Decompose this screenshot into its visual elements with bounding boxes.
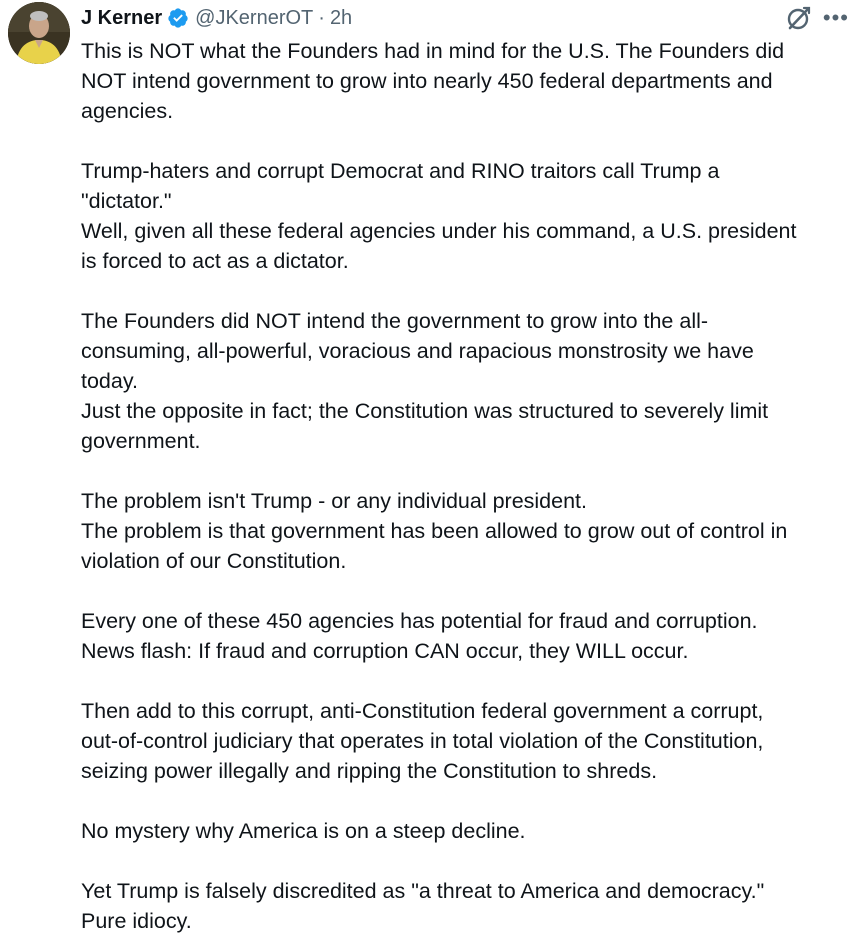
tweet-text-line: "dictator." bbox=[81, 189, 172, 213]
tweet-text-line: NOT intend government to grow into nearly 450 federal departments and bbox=[81, 69, 773, 93]
paragraph-gap bbox=[81, 846, 856, 876]
header-separator: · bbox=[318, 6, 325, 29]
more-options-icon[interactable]: ••• bbox=[822, 5, 849, 30]
avatar-photo-icon bbox=[8, 2, 70, 64]
author-handle[interactable]: @JKernerOT bbox=[195, 6, 314, 29]
tweet-text-line: Pure idiocy. bbox=[81, 909, 192, 933]
tweet-text-line: Every one of these 450 agencies has potential for fraud and corruption. bbox=[81, 609, 758, 633]
tweet-header bbox=[81, 4, 352, 32]
tweet-text bbox=[81, 36, 856, 936]
grok-icon[interactable] bbox=[785, 4, 813, 32]
tweet-text-line: violation of our Constitution. bbox=[81, 549, 347, 573]
tweet-text-line: Well, given all these federal agencies under his command, a U.S. president bbox=[81, 219, 797, 243]
tweet-text-line: consuming, all-powerful, voracious and rapacious monstrosity we have bbox=[81, 339, 754, 363]
tweet-top-actions bbox=[785, 4, 849, 32]
paragraph-gap bbox=[81, 576, 856, 606]
tweet-text-line: The problem isn't Trump - or any individual president. bbox=[81, 489, 588, 513]
verified-badge-icon bbox=[167, 7, 189, 29]
tweet-text-line: This is NOT what the Founders had in mind for the U.S. The Founders did bbox=[81, 39, 785, 63]
paragraph-gap bbox=[81, 276, 856, 306]
author-display-name[interactable]: J Kerner bbox=[81, 6, 163, 29]
tweet-text-line: The problem is that government has been allowed to grow out of control in bbox=[81, 519, 788, 543]
tweet-text-line: Then add to this corrupt, anti-Constitution federal government a corrupt, bbox=[81, 699, 764, 723]
tweet-text-line: News flash: If fraud and corruption CAN occur, they WILL occur. bbox=[81, 639, 689, 663]
tweet-text-line: seizing power illegally and ripping the Constitution to shreds. bbox=[81, 759, 658, 783]
paragraph-gap bbox=[81, 666, 856, 696]
tweet-text-line: Yet Trump is falsely discredited as "a threat to America and democracy." bbox=[81, 879, 765, 903]
tweet-text-line: today. bbox=[81, 369, 138, 393]
paragraph-gap bbox=[81, 126, 856, 156]
tweet-text-line: out-of-control judiciary that operates in total violation of the Constitution, bbox=[81, 729, 764, 753]
tweet-text-line: government. bbox=[81, 429, 201, 453]
tweet-text-line: Trump-haters and corrupt Democrat and RINO traitors call Trump a bbox=[81, 159, 720, 183]
tweet-text-line: The Founders did NOT intend the government to grow into the all- bbox=[81, 309, 709, 333]
tweet-text-line: Just the opposite in fact; the Constitution was structured to severely limit bbox=[81, 399, 769, 423]
avatar[interactable] bbox=[8, 2, 70, 64]
tweet-text-line: is forced to act as a dictator. bbox=[81, 249, 349, 273]
paragraph-gap bbox=[81, 456, 856, 486]
tweet-timestamp[interactable]: 2h bbox=[329, 6, 353, 29]
tweet-text-line: agencies. bbox=[81, 99, 174, 123]
paragraph-gap bbox=[81, 786, 856, 816]
tweet-text-line: No mystery why America is on a steep decline. bbox=[81, 819, 526, 843]
